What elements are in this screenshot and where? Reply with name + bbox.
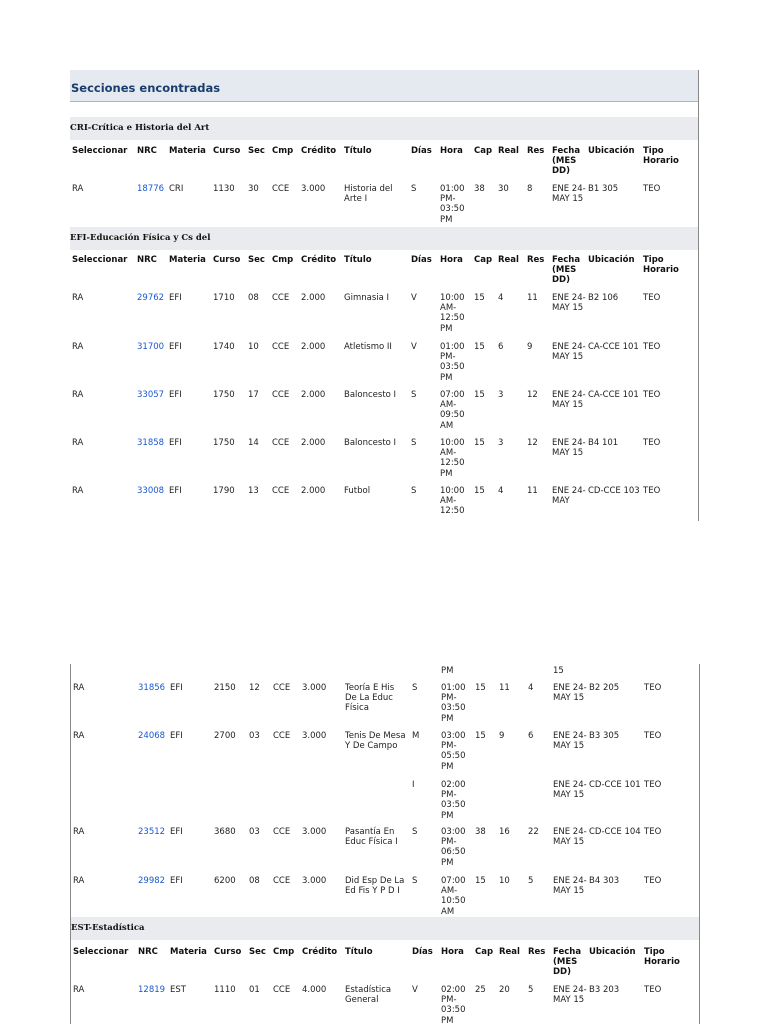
header-dias: Días <box>411 146 432 156</box>
cap-cell: 15 <box>474 342 485 352</box>
materia-cell: EFI <box>170 876 183 886</box>
header-fecha: Fecha (MES DD) <box>552 146 581 177</box>
curso-cell: 6200 <box>214 876 236 886</box>
sec-cell: 03 <box>249 731 260 741</box>
header-titulo: Título <box>345 947 373 957</box>
seleccionar-cell: RA <box>72 438 84 448</box>
fecha-cell: ENE 24- MAY 15 <box>553 985 587 1006</box>
sec-cell: 01 <box>249 985 260 995</box>
seleccionar-cell: RA <box>73 876 85 886</box>
results-page-2 <box>70 664 700 1024</box>
real-cell: 10 <box>499 876 510 886</box>
cmp-cell: CCE <box>273 985 291 995</box>
cap-cell: 15 <box>475 683 486 693</box>
header-fecha: Fecha (MES DD) <box>552 255 581 286</box>
curso-cell: 2700 <box>214 731 236 741</box>
nrc-link[interactable]: 23512 <box>138 827 166 837</box>
header-ubicacion: Ubicación <box>588 255 635 265</box>
dias-cell: S <box>411 390 417 400</box>
credito-cell: 2.000 <box>301 293 326 303</box>
tipo-horario-cell: TEO <box>644 731 662 741</box>
real-cell: 9 <box>499 731 505 741</box>
header-cmp: Cmp <box>272 146 294 156</box>
seleccionar-cell: RA <box>72 293 84 303</box>
res-cell: 8 <box>527 184 533 194</box>
seleccionar-cell: RA <box>72 390 84 400</box>
curso-cell: 1750 <box>213 438 235 448</box>
subject-title: EST-Estadística <box>71 923 145 933</box>
cap-cell: 15 <box>474 486 485 496</box>
cap-cell: 15 <box>475 731 486 741</box>
hora-cell: PM <box>441 666 454 676</box>
subject-header-cri <box>70 117 698 140</box>
seleccionar-cell: RA <box>72 184 84 194</box>
hora-cell: 02:00 PM- 03:50 PM <box>441 985 466 1024</box>
ubicacion-cell: CD-CCE 103 <box>588 486 640 496</box>
res-cell: 12 <box>527 390 538 400</box>
header-dias: Días <box>412 947 433 957</box>
header-res: Res <box>527 146 545 156</box>
fecha-cell: ENE 24- MAY 15 <box>552 293 586 314</box>
real-cell: 3 <box>498 438 504 448</box>
header-real: Real <box>499 947 520 957</box>
header-seleccionar: Seleccionar <box>73 947 129 957</box>
dias-cell: S <box>412 876 418 886</box>
header-cmp: Cmp <box>273 947 295 957</box>
hora-cell: 10:00 AM- 12:50 PM <box>440 293 465 334</box>
curso-cell: 1750 <box>213 390 235 400</box>
cap-cell: 38 <box>474 184 485 194</box>
real-cell: 20 <box>499 985 510 995</box>
materia-cell: EST <box>170 985 186 995</box>
cap-cell: 15 <box>475 876 486 886</box>
tipo-horario-cell: TEO <box>644 876 662 886</box>
titulo-cell: Baloncesto I <box>344 390 397 400</box>
header-sec: Sec <box>249 947 266 957</box>
dias-cell: V <box>411 293 417 303</box>
materia-cell: CRI <box>169 184 184 194</box>
sec-cell: 08 <box>249 876 260 886</box>
nrc-link[interactable]: 18776 <box>137 184 165 194</box>
dias-cell: S <box>412 683 418 693</box>
fecha-cell: ENE 24- MAY 15 <box>553 731 587 752</box>
credito-cell: 4.000 <box>302 985 327 995</box>
titulo-cell: Tenis De Mesa Y De Campo <box>345 731 406 752</box>
ubicacion-cell: CA-CCE 101 <box>588 390 639 400</box>
materia-cell: EFI <box>170 731 183 741</box>
materia-cell: EFI <box>170 683 183 693</box>
header-tipo-horario: Tipo Horario <box>644 947 680 968</box>
res-cell: 22 <box>528 827 539 837</box>
ubicacion-cell: CA-CCE 101 <box>588 342 639 352</box>
header-ubicacion: Ubicación <box>589 947 636 957</box>
hora-cell: 10:00 AM- 12:50 PM <box>440 438 465 479</box>
nrc-link[interactable]: 12819 <box>138 985 166 995</box>
res-cell: 12 <box>527 438 538 448</box>
tipo-horario-cell: TEO <box>643 184 661 194</box>
header-seleccionar: Seleccionar <box>72 146 128 156</box>
sec-cell: 17 <box>248 390 259 400</box>
header-tipo-horario: Tipo Horario <box>643 146 679 167</box>
ubicacion-cell: CD-CCE 101 <box>589 780 641 790</box>
materia-cell: EFI <box>169 390 182 400</box>
dias-cell: V <box>411 342 417 352</box>
credito-cell: 2.000 <box>301 486 326 496</box>
nrc-link[interactable]: 29982 <box>138 876 166 886</box>
res-cell: 11 <box>527 486 538 496</box>
header-res: Res <box>527 255 545 265</box>
nrc-link[interactable]: 31700 <box>137 342 165 352</box>
real-cell: 3 <box>498 390 504 400</box>
cmp-cell: CCE <box>272 184 290 194</box>
res-cell: 6 <box>528 731 534 741</box>
fecha-cell: ENE 24- MAY 15 <box>552 342 586 363</box>
res-cell: 5 <box>528 985 534 995</box>
real-cell: 11 <box>499 683 510 693</box>
tipo-horario-cell: TEO <box>643 390 661 400</box>
tipo-horario-cell: TEO <box>644 780 662 790</box>
ubicacion-cell: B4 303 <box>589 876 620 886</box>
dias-cell: S <box>411 184 417 194</box>
fecha-cell: ENE 24- MAY 15 <box>552 438 586 459</box>
header-materia: Materia <box>170 947 207 957</box>
cmp-cell: CCE <box>273 827 291 837</box>
header-res: Res <box>528 947 546 957</box>
dias-cell: M <box>412 731 420 741</box>
res-cell: 4 <box>528 683 534 693</box>
tipo-horario-cell: TEO <box>643 293 661 303</box>
header-dias: Días <box>411 255 432 265</box>
nrc-link[interactable]: 31858 <box>137 438 165 448</box>
credito-cell: 2.000 <box>301 390 326 400</box>
tipo-horario-cell: TEO <box>644 827 662 837</box>
fecha-cell: 15 <box>553 666 564 676</box>
curso-cell: 1110 <box>214 985 236 995</box>
titulo-cell: Futbol <box>344 486 371 496</box>
credito-cell: 3.000 <box>302 827 327 837</box>
materia-cell: EFI <box>169 293 182 303</box>
titulo-cell: Baloncesto I <box>344 438 397 448</box>
hora-cell: 01:00 PM- 03:50 PM <box>440 342 465 383</box>
nrc-link[interactable]: 33008 <box>137 486 165 496</box>
materia-cell: EFI <box>169 486 182 496</box>
hora-cell: 01:00 PM- 03:50 PM <box>440 184 465 225</box>
header-hora: Hora <box>441 947 464 957</box>
hora-cell: 10:00 AM- 12:50 <box>440 486 465 517</box>
seleccionar-cell: RA <box>73 683 85 693</box>
header-titulo: Título <box>344 146 372 156</box>
fecha-cell: ENE 24- MAY 15 <box>553 780 587 801</box>
cmp-cell: CCE <box>273 683 291 693</box>
nrc-link[interactable]: 31856 <box>138 683 166 693</box>
header-cap: Cap <box>474 146 493 156</box>
results-title-bar <box>70 70 698 102</box>
fecha-cell: ENE 24- MAY 15 <box>552 184 586 205</box>
tipo-horario-cell: TEO <box>643 486 661 496</box>
subject-header-est <box>71 917 699 940</box>
ubicacion-cell: B4 101 <box>588 438 619 448</box>
dias-cell: S <box>411 438 417 448</box>
cmp-cell: CCE <box>273 731 291 741</box>
real-cell: 30 <box>498 184 509 194</box>
titulo-cell: Estadística General <box>345 985 392 1006</box>
cap-cell: 15 <box>474 390 485 400</box>
ubicacion-cell: B1 305 <box>588 184 619 194</box>
fecha-cell: ENE 24- MAY <box>552 486 586 507</box>
sec-cell: 13 <box>248 486 259 496</box>
subject-title: EFI-Educación Física y Cs del <box>70 233 211 243</box>
sec-cell: 12 <box>249 683 260 693</box>
tipo-horario-cell: TEO <box>644 683 662 693</box>
tipo-horario-cell: TEO <box>644 985 662 995</box>
curso-cell: 2150 <box>214 683 236 693</box>
header-nrc: NRC <box>137 146 157 156</box>
seleccionar-cell: RA <box>73 985 85 995</box>
hora-cell: 07:00 AM- 09:50 AM <box>440 390 465 431</box>
dias-cell: V <box>412 985 418 995</box>
credito-cell: 3.000 <box>301 184 326 194</box>
hora-cell: 03:00 PM- 05:50 PM <box>441 731 466 772</box>
curso-cell: 1740 <box>213 342 235 352</box>
curso-cell: 3680 <box>214 827 236 837</box>
tipo-horario-cell: TEO <box>643 342 661 352</box>
nrc-link[interactable]: 29762 <box>137 293 165 303</box>
results-page-1 <box>70 70 699 521</box>
cap-cell: 25 <box>475 985 486 995</box>
credito-cell: 2.000 <box>301 342 326 352</box>
sec-cell: 14 <box>248 438 259 448</box>
hora-cell: 02:00 PM- 03:50 PM <box>441 780 466 821</box>
sec-cell: 30 <box>248 184 259 194</box>
nrc-link[interactable]: 33057 <box>137 390 165 400</box>
real-cell: 16 <box>499 827 510 837</box>
res-cell: 11 <box>527 293 538 303</box>
header-sec: Sec <box>248 146 265 156</box>
real-cell: 6 <box>498 342 504 352</box>
curso-cell: 1130 <box>213 184 235 194</box>
header-credito: Crédito <box>301 255 337 265</box>
credito-cell: 2.000 <box>301 438 326 448</box>
credito-cell: 3.000 <box>302 683 327 693</box>
fecha-cell: ENE 24- MAY 15 <box>553 876 587 897</box>
sec-cell: 10 <box>248 342 259 352</box>
subject-title: CRI-Crítica e Historia del Art <box>70 123 210 133</box>
seleccionar-cell: RA <box>73 731 85 741</box>
cap-cell: 15 <box>474 293 485 303</box>
cmp-cell: CCE <box>272 293 290 303</box>
hora-cell: 07:00 AM- 10:50 AM <box>441 876 466 917</box>
credito-cell: 3.000 <box>302 731 327 741</box>
header-curso: Curso <box>213 146 241 156</box>
header-nrc: NRC <box>137 255 157 265</box>
header-nrc: NRC <box>138 947 158 957</box>
nrc-link[interactable]: 24068 <box>138 731 166 741</box>
seleccionar-cell: RA <box>72 486 84 496</box>
res-cell: 9 <box>527 342 533 352</box>
titulo-cell: Did Esp De La Ed Fis Y P D I <box>345 876 405 897</box>
header-real: Real <box>498 146 519 156</box>
ubicacion-cell: B2 106 <box>588 293 619 303</box>
credito-cell: 3.000 <box>302 876 327 886</box>
res-cell: 5 <box>528 876 534 886</box>
hora-cell: 01:00 PM- 03:50 PM <box>441 683 466 724</box>
titulo-cell: Teoría E His De La Educ Física <box>345 683 395 714</box>
header-hora: Hora <box>440 146 463 156</box>
header-cap: Cap <box>474 255 493 265</box>
titulo-cell: Gimnasia I <box>344 293 390 303</box>
header-curso: Curso <box>213 255 241 265</box>
cmp-cell: CCE <box>273 876 291 886</box>
results-title: Secciones encontradas <box>71 81 221 95</box>
fecha-cell: ENE 24- MAY 15 <box>553 827 587 848</box>
curso-cell: 1790 <box>213 486 235 496</box>
cmp-cell: CCE <box>272 342 290 352</box>
header-materia: Materia <box>169 255 206 265</box>
ubicacion-cell: CD-CCE 104 <box>589 827 641 837</box>
header-cap: Cap <box>475 947 494 957</box>
dias-cell: S <box>411 486 417 496</box>
header-seleccionar: Seleccionar <box>72 255 128 265</box>
cap-cell: 38 <box>475 827 486 837</box>
sec-cell: 03 <box>249 827 260 837</box>
cmp-cell: CCE <box>272 486 290 496</box>
header-sec: Sec <box>248 255 265 265</box>
dias-cell: S <box>412 827 418 837</box>
header-credito: Crédito <box>301 146 337 156</box>
cap-cell: 15 <box>474 438 485 448</box>
ubicacion-cell: B3 305 <box>589 731 620 741</box>
titulo-cell: Pasantía En Educ Física I <box>345 827 398 848</box>
ubicacion-cell: B2 205 <box>589 683 620 693</box>
materia-cell: EFI <box>169 342 182 352</box>
header-credito: Crédito <box>302 947 338 957</box>
materia-cell: EFI <box>169 438 182 448</box>
fecha-cell: ENE 24- MAY 15 <box>552 390 586 411</box>
seleccionar-cell: RA <box>73 827 85 837</box>
materia-cell: EFI <box>170 827 183 837</box>
cmp-cell: CCE <box>272 390 290 400</box>
titulo-cell: Historia del Arte I <box>344 184 393 205</box>
tipo-horario-cell: TEO <box>643 438 661 448</box>
fecha-cell: ENE 24- MAY 15 <box>553 683 587 704</box>
dias-cell: I <box>412 780 415 790</box>
ubicacion-cell: B3 203 <box>589 985 620 995</box>
cmp-cell: CCE <box>272 438 290 448</box>
header-materia: Materia <box>169 146 206 156</box>
header-fecha: Fecha (MES DD) <box>553 947 582 978</box>
header-tipo-horario: Tipo Horario <box>643 255 679 276</box>
curso-cell: 1710 <box>213 293 235 303</box>
real-cell: 4 <box>498 486 504 496</box>
titulo-cell: Atletismo II <box>344 342 392 352</box>
seleccionar-cell: RA <box>72 342 84 352</box>
header-cmp: Cmp <box>272 255 294 265</box>
header-real: Real <box>498 255 519 265</box>
header-curso: Curso <box>214 947 242 957</box>
header-hora: Hora <box>440 255 463 265</box>
header-ubicacion: Ubicación <box>588 146 635 156</box>
real-cell: 4 <box>498 293 504 303</box>
subject-header-efi <box>70 227 698 250</box>
header-titulo: Título <box>344 255 372 265</box>
hora-cell: 03:00 PM- 06:50 PM <box>441 827 466 868</box>
sec-cell: 08 <box>248 293 259 303</box>
